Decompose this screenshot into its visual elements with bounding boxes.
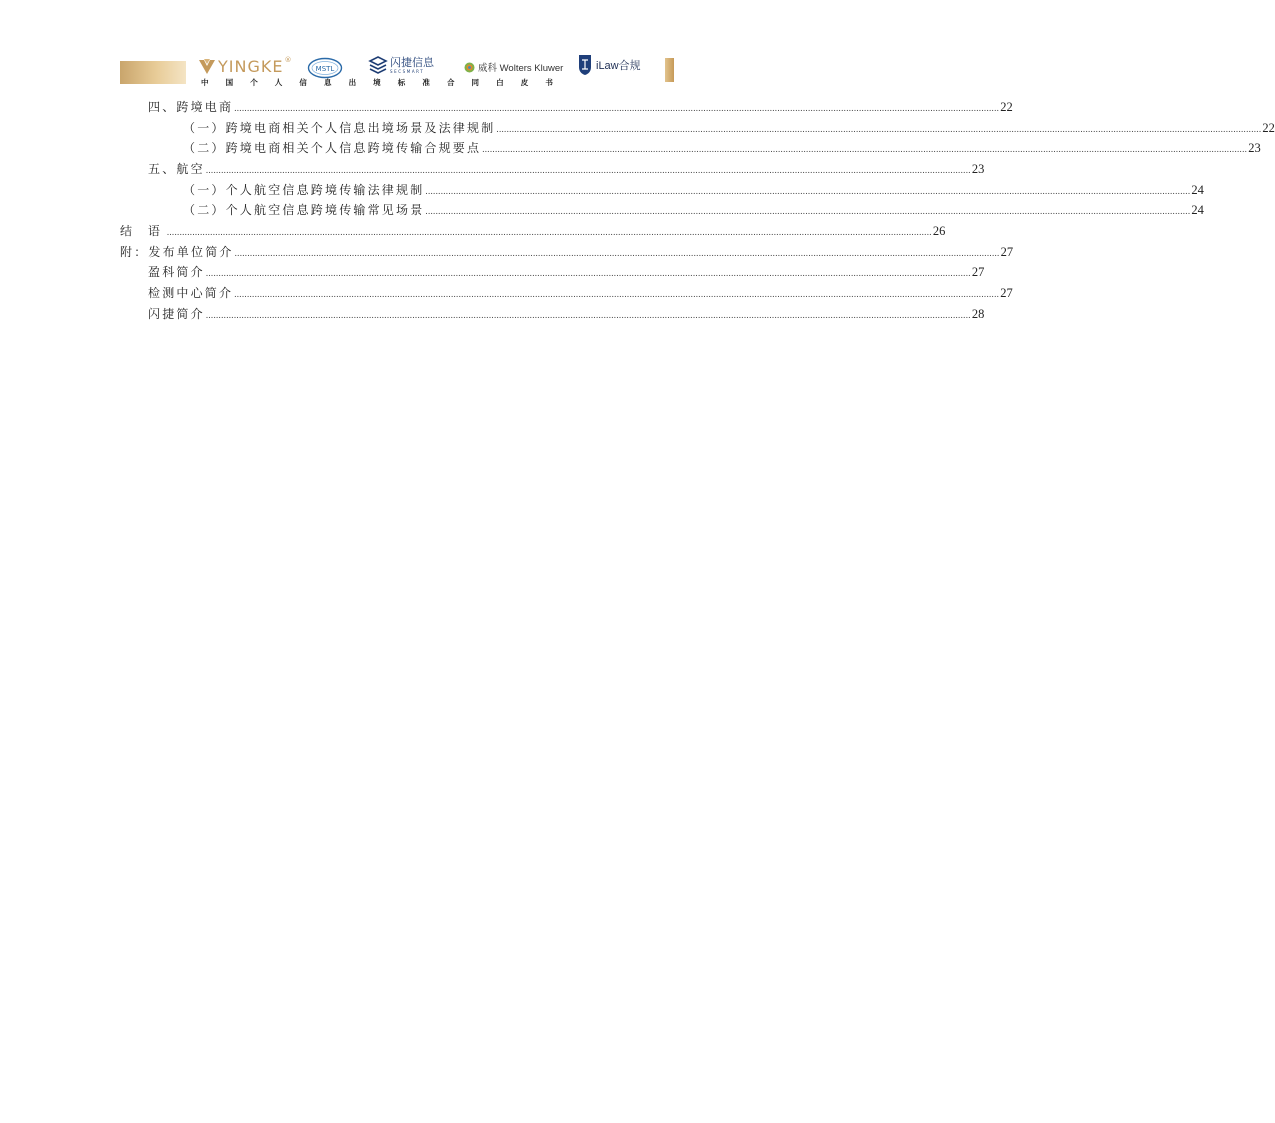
- toc-entry[interactable]: [148, 263, 985, 281]
- yingke-logo: [198, 57, 291, 76]
- toc-entry[interactable]: [183, 139, 1261, 157]
- toc-entry[interactable]: [148, 284, 1013, 302]
- toc-leader-dots: ............................................................................................................................................................................................................................................................................................................: [425, 186, 1191, 196]
- toc-entry-title: 检测中心简介: [148, 286, 234, 300]
- toc-entry-title: （一）跨境电商相关个人信息出境场景及法律规制: [183, 121, 496, 135]
- toc-entry-page: 23: [971, 162, 985, 176]
- ilaw-logo: [578, 54, 641, 76]
- toc-entry[interactable]: [148, 160, 985, 178]
- toc-entry-title: 附：发布单位简介: [120, 245, 234, 259]
- subtitle-char: 息: [323, 78, 332, 87]
- toc-entry[interactable]: [183, 201, 1204, 219]
- subtitle-char: 书: [545, 78, 553, 87]
- subtitle-char: 出: [348, 78, 357, 87]
- toc-entry[interactable]: [148, 98, 1013, 116]
- toc-entry-page: 27: [971, 265, 985, 279]
- toc-entry-title: （二）跨境电商相关个人信息跨境传输合规要点: [183, 141, 482, 155]
- toc-entry[interactable]: [148, 305, 985, 323]
- toc-leader-dots: ............................................................................................................................................................................................................................................................................................................: [166, 227, 932, 237]
- toc-entry-page: 24: [1191, 203, 1204, 217]
- toc-entry-page: 27: [1000, 245, 1014, 259]
- header-gold-bar-right: [665, 58, 674, 82]
- toc-leader-dots: ............................................................................................................................................................................................................................................................................................................: [205, 268, 971, 278]
- subtitle-char: 准: [422, 78, 430, 87]
- toc-entry-title: 四、跨境电商: [148, 100, 234, 114]
- toc-entry-title: 盈科简介: [148, 265, 205, 279]
- shanjie-stack-icon: [369, 56, 387, 74]
- subtitle-char: 同: [471, 78, 480, 87]
- shanjie-logo-sub: SECSMART: [390, 68, 425, 74]
- subtitle-char: 白: [496, 78, 504, 87]
- subtitle-char: 皮: [520, 78, 529, 87]
- toc-entry-page: 28: [971, 307, 985, 321]
- toc-entry-page: 22: [1000, 100, 1013, 114]
- toc-entry-page: 22: [1262, 121, 1275, 135]
- toc-leader-dots: ............................................................................................................................................................................................................................................................................................................: [234, 289, 1000, 299]
- toc-leader-dots: ............................................................................................................................................................................................................................................................................................................: [234, 248, 1000, 258]
- yingke-logo-text: YINGKE: [218, 57, 284, 76]
- wolters-kluwer-text: 威科 Wolters Kluwer: [478, 63, 564, 74]
- header-gold-bar-left: [120, 61, 186, 84]
- wolters-kluwer-logo: [464, 60, 563, 74]
- toc-entry-title: 闪捷简介: [148, 307, 205, 321]
- toc-entry[interactable]: [120, 222, 946, 240]
- toc-leader-dots: ............................................................................................................................................................................................................................................................................................................: [425, 206, 1191, 216]
- toc-leader-dots: ............................................................................................................................................................................................................................................................................................................: [496, 124, 1262, 134]
- toc-entry[interactable]: [120, 243, 1014, 261]
- shanjie-logo: [369, 56, 434, 74]
- wk-globe-icon: [464, 62, 475, 73]
- toc-entry[interactable]: [183, 181, 1204, 199]
- yingke-reg-mark: ®: [284, 55, 292, 64]
- toc-entry-page: 26: [932, 224, 946, 238]
- subtitle-char: 信: [299, 78, 307, 87]
- ilaw-shield-icon: [578, 54, 592, 76]
- subtitle-char: 中: [201, 78, 209, 87]
- toc-entry-title: 结 语: [120, 224, 166, 238]
- yingke-mark-icon: [198, 58, 216, 75]
- toc-entry-title: 五、航空: [148, 162, 205, 176]
- subtitle-char: 国: [225, 78, 234, 87]
- toc-entry-page: 27: [1000, 286, 1013, 300]
- toc-leader-dots: ............................................................................................................................................................................................................................................................................................................: [482, 144, 1248, 154]
- toc-leader-dots: ............................................................................................................................................................................................................................................................................................................: [205, 310, 971, 320]
- toc-entry-title: （一）个人航空信息跨境传输法律规制: [183, 183, 425, 197]
- subtitle-char: 合: [446, 78, 455, 87]
- toc-entry-page: 24: [1191, 183, 1204, 197]
- subtitle-char: 标: [397, 78, 406, 87]
- toc-entry[interactable]: [183, 119, 1275, 137]
- toc-entry-title: （二）个人航空信息跨境传输常见场景: [183, 203, 425, 217]
- subtitle-char: 个: [250, 78, 258, 87]
- toc-entry-page: 23: [1248, 141, 1261, 155]
- header-subtitle: [201, 77, 553, 88]
- mstl-logo-text: MSTL: [315, 65, 335, 73]
- subtitle-char: 人: [274, 78, 283, 87]
- shanjie-logo-name: 闪捷信息: [390, 55, 434, 69]
- toc-leader-dots: ............................................................................................................................................................................................................................................................................................................: [205, 165, 971, 175]
- toc-leader-dots: ............................................................................................................................................................................................................................................................................................................: [234, 103, 1000, 113]
- mstl-oval-logo: [307, 57, 343, 79]
- subtitle-char: 境: [373, 78, 381, 87]
- ilaw-logo-text: iLaw合规: [596, 60, 641, 72]
